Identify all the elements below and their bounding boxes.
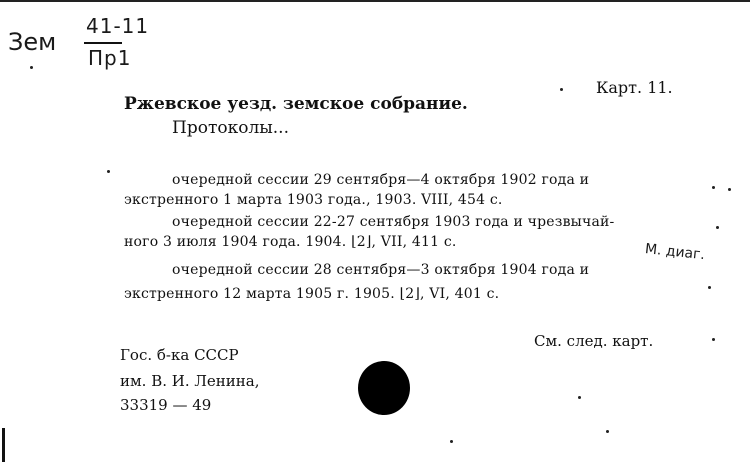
speck bbox=[606, 430, 609, 433]
entry-line: очередной сессии 29 сентября—4 октября 1902 года и bbox=[172, 172, 590, 188]
card-punch-hole bbox=[358, 361, 410, 415]
speck bbox=[728, 188, 731, 191]
classification-bottom: Пр1 bbox=[88, 46, 132, 70]
pencil-note: М. диаг. bbox=[644, 241, 706, 264]
department-mark: Зем bbox=[8, 28, 57, 56]
speck bbox=[450, 440, 453, 443]
speck bbox=[712, 186, 715, 189]
entry-line: ного 3 июля 1904 года. 1904. ⌊2⌋, VII, 411 с. bbox=[124, 234, 457, 250]
see-next-card: См. след. карт. bbox=[534, 332, 654, 350]
library-stamp-line: им. В. И. Ленина, bbox=[120, 372, 260, 390]
entry-line: экстренного 1 марта 1903 года., 1903. VIII, 454 с. bbox=[124, 192, 503, 208]
speck bbox=[560, 88, 563, 91]
card-number: Карт. 11. bbox=[596, 78, 673, 97]
card-heading: Ржевское уезд. земское собрание. bbox=[124, 94, 468, 114]
library-stamp-line: 33319 — 49 bbox=[120, 396, 212, 414]
speck bbox=[712, 338, 715, 341]
speck bbox=[716, 226, 719, 229]
card-subtitle: Протоколы... bbox=[172, 118, 289, 138]
classification-rule bbox=[84, 42, 122, 44]
speck bbox=[30, 66, 33, 69]
library-stamp-line: Гос. б-ка СССР bbox=[120, 346, 239, 364]
entry-line: очередной сессии 22-27 сентября 1903 года и чрезвычай- bbox=[172, 214, 615, 230]
card-top-edge bbox=[0, 0, 750, 2]
classification-top: 41-11 bbox=[86, 14, 150, 38]
entry-line: экстренного 12 марта 1905 г. 1905. ⌊2⌋, VI, 401 с. bbox=[124, 286, 500, 302]
speck bbox=[107, 170, 110, 173]
card-left-edge bbox=[2, 428, 5, 462]
speck bbox=[708, 286, 711, 289]
speck bbox=[578, 396, 581, 399]
entry-line: очередной сессии 28 сентября—3 октября 1904 года и bbox=[172, 262, 590, 278]
